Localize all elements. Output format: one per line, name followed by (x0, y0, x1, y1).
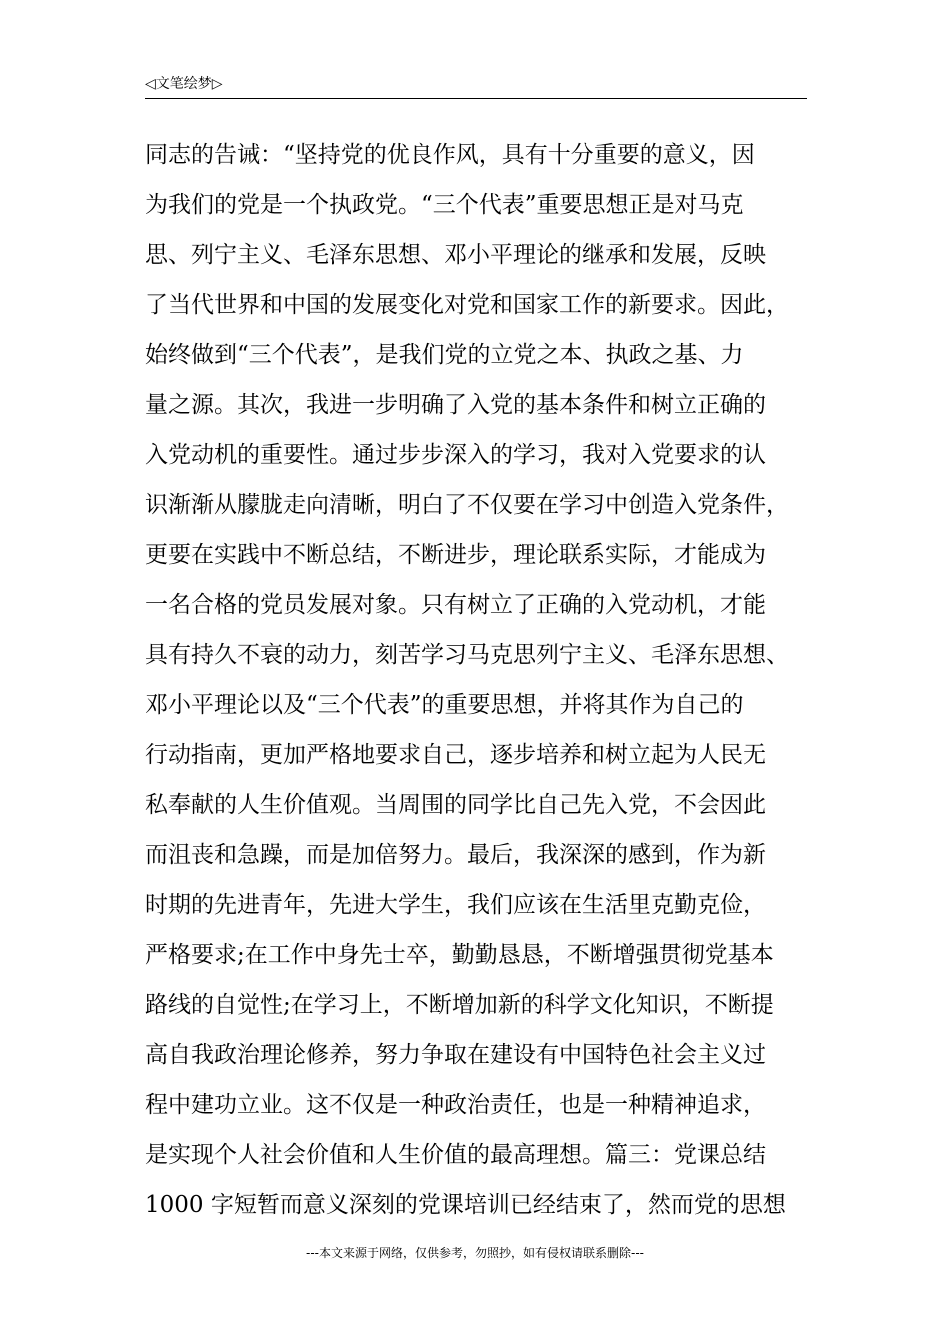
header-brand: ◁文笔绘梦▷ (145, 76, 223, 92)
text-line: 高自我政治理论修养，努力争取在建设有中国特色社会主义过 (145, 1042, 766, 1068)
text-line: 时期的先进青年，先进大学生，我们应该在生活里克勤克俭， (145, 892, 766, 918)
text-line: 行动指南，更加严格地要求自己，逐步培养和树立起为人民无 (145, 742, 766, 768)
text-line: 程中建功立业。这不仅是一种政治责任，也是一种精神追求， (145, 1092, 766, 1118)
text-line: 路线的自觉性;在学习上，不断增加新的科学文化知识，不断提 (145, 992, 774, 1018)
text-line: 识渐渐从朦胧走向清晰，明白了不仅要在学习中创造入党条件， (145, 492, 789, 518)
text-line: 而沮丧和急躁，而是加倍努力。最后，我深深的感到，作为新 (145, 842, 766, 868)
footer-disclaimer: ---本文来源于网络，仅供参考，勿照抄，如有侵权请联系删除--- (306, 1246, 644, 1260)
body-text (145, 130, 815, 1230)
text-line: 同志的告诫：“坚持党的优良作风，具有十分重要的意义，因 (145, 142, 755, 168)
text-line: 量之源。其次，我进一步明确了入党的基本条件和树立正确的 (145, 392, 766, 418)
text-line: 严格要求;在工作中身先士卒，勤勤恳恳，不断增强贯彻党基本 (145, 942, 774, 968)
text-line: 了当代世界和中国的发展变化对党和国家工作的新要求。因此， (145, 292, 789, 318)
text-line: 1000 字短暂而意义深刻的党课培训已经结束了，然而党的思想 (145, 1192, 786, 1218)
text-line: 一名合格的党员发展对象。只有树立了正确的入党动机，才能 (145, 592, 766, 618)
text-line: 邓小平理论以及“三个代表”的重要思想，并将其作为自己的 (145, 692, 744, 718)
text-line: 入党动机的重要性。通过步步深入的学习，我对入党要求的认 (145, 442, 766, 468)
text-line: 具有持久不衰的动力，刻苦学习马克思列宁主义、毛泽东思想、 (145, 642, 789, 668)
page-header (145, 74, 807, 99)
text-line: 始终做到“三个代表”，是我们党的立党之本、执政之基、力 (145, 342, 744, 368)
text-line: 更要在实践中不断总结，不断进步，理论联系实际，才能成为 (145, 542, 766, 568)
text-line: 是实现个人社会价值和人生价值的最高理想。篇三：党课总结 (145, 1142, 766, 1168)
text-line: 私奉献的人生价值观。当周围的同学比自己先入党，不会因此 (145, 792, 766, 818)
text-line: 为我们的党是一个执政党。“三个代表”重要思想正是对马克 (145, 192, 744, 218)
text-line: 思、列宁主义、毛泽东思想、邓小平理论的继承和发展，反映 (145, 242, 766, 268)
